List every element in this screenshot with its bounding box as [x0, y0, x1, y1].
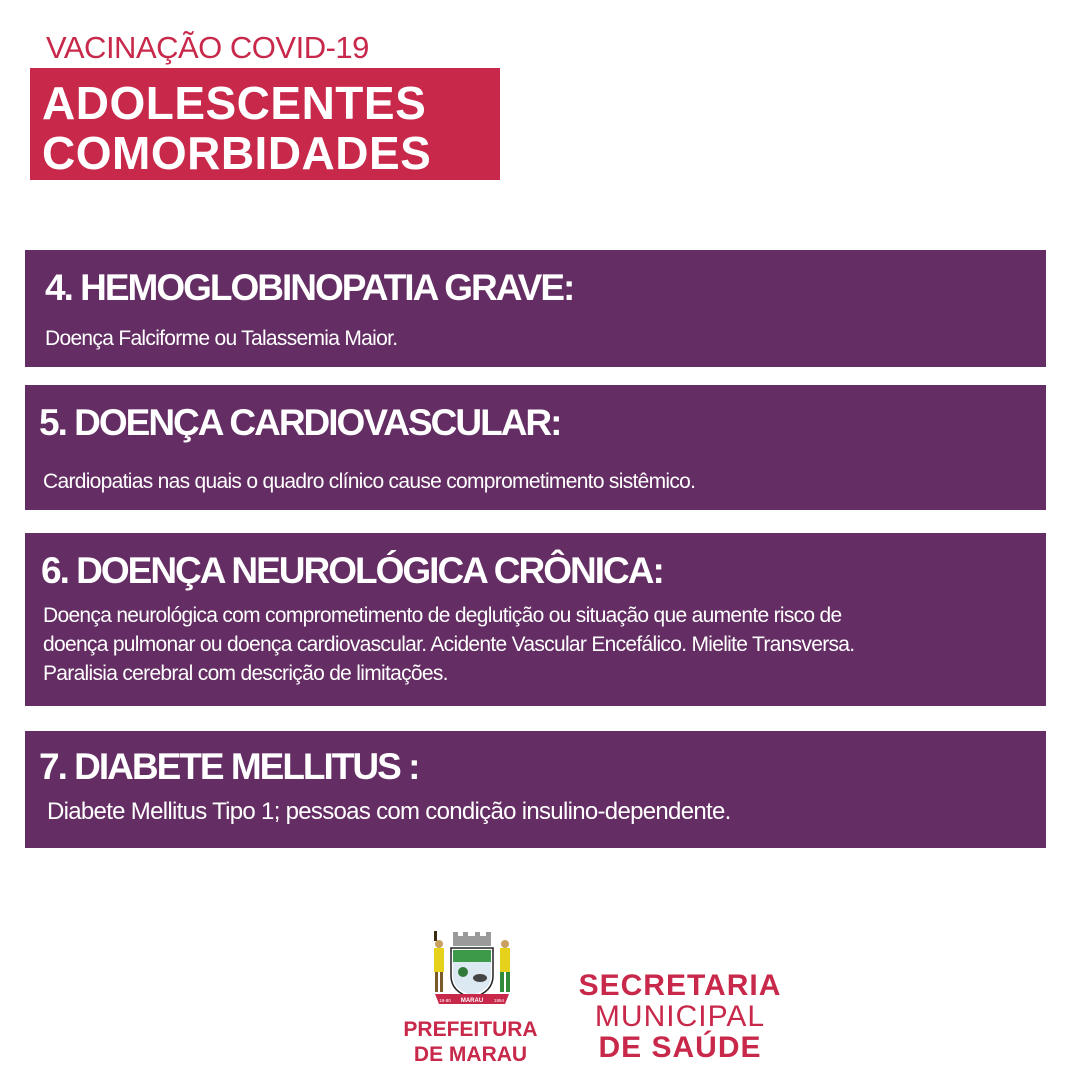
crest-year-left: 18-80: [439, 998, 451, 1003]
secretaria-line-3: DE SAÚDE: [598, 1031, 762, 1064]
prefeitura-label: [388, 1017, 553, 1067]
secretaria-line-2: MUNICIPAL: [594, 1000, 766, 1033]
ribbon-banner: [435, 994, 509, 1004]
prefeitura-line-1: PREFEITURA: [403, 1018, 538, 1041]
card-title: 6. DOENÇA NEUROLÓGICA CRÔNICA:: [41, 550, 663, 591]
card-hemoglobinopatia: [25, 250, 1046, 367]
secretaria-line-1: SECRETARIA: [578, 969, 782, 1002]
card-text-line: doença pulmonar ou doença cardiovascular. Acidente Vascular Encefálico. Mielite Transversa.: [43, 633, 855, 656]
shield-icon: [451, 948, 493, 998]
card-text-line: Paralisia cerebral com descrição de limitações.: [43, 662, 448, 685]
card-title: 4. HEMOGLOBINOPATIA GRAVE:: [45, 267, 574, 308]
card-text: Cardiopatias nas quais o quadro clínico cause comprometimento sistêmico.: [43, 470, 696, 493]
prefeitura-line-2: DE MARAU: [413, 1043, 528, 1066]
crest-year-right: 1954: [493, 998, 505, 1003]
crest-text: MARAU: [460, 998, 484, 1004]
card-text: Diabete Mellitus Tipo 1; pessoas com condição insulino-dependente.: [47, 798, 731, 825]
right-figure-icon: [500, 940, 510, 992]
card-title: 5. DOENÇA CARDIOVASCULAR:: [39, 402, 561, 443]
card-text: [41, 601, 1046, 688]
left-figure-icon: [434, 931, 444, 992]
card-diabete: [25, 731, 1046, 848]
card-text: Doença Falciforme ou Talassemia Maior.: [45, 327, 398, 350]
crown-icon: [453, 932, 491, 946]
title-line-2: COMORBIDADES: [42, 127, 432, 179]
card-text-line: Doença neurológica com comprometimento de deglutição ou situação que aumente risco de: [43, 604, 842, 627]
card-cardiovascular: [25, 385, 1046, 510]
page-title: [30, 68, 500, 180]
secretaria-label: [570, 970, 790, 1063]
card-title: 7. DIABETE MELLITUS :: [39, 746, 419, 787]
marau-coat-of-arms-logo: [425, 928, 519, 1008]
title-line-1: ADOLESCENTES: [42, 77, 427, 129]
card-neurologica: [25, 533, 1046, 706]
campaign-kicker: VACINAÇÃO COVID-19: [46, 30, 369, 65]
